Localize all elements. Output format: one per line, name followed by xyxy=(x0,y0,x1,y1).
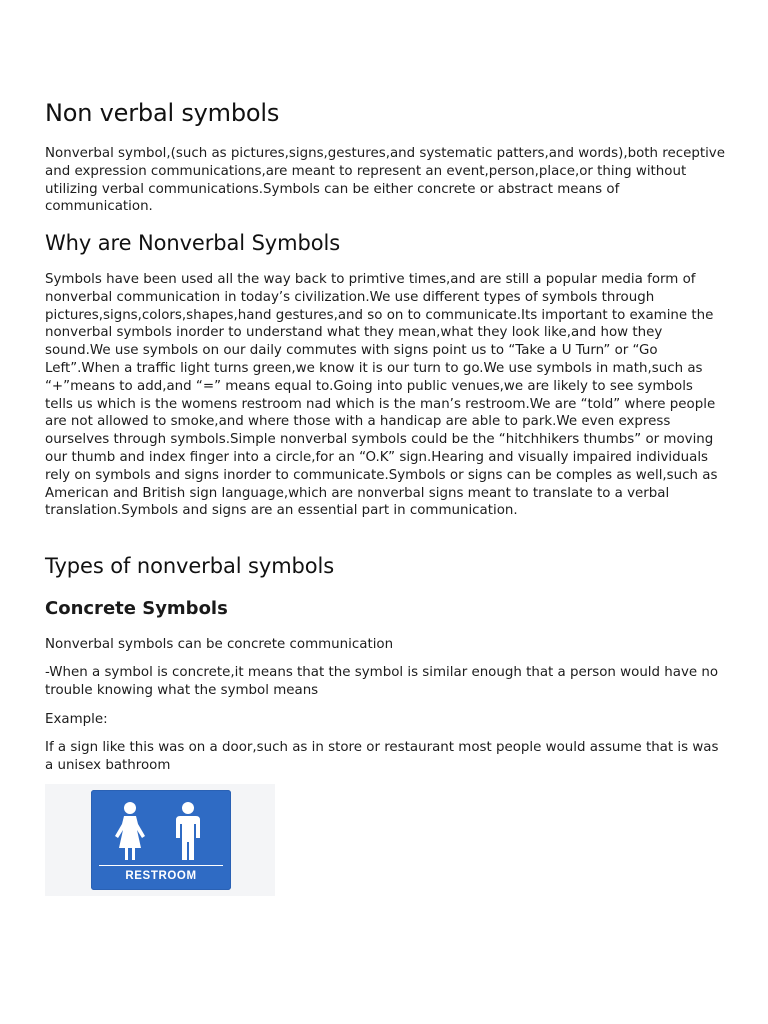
sign-divider xyxy=(99,865,223,866)
restroom-sign xyxy=(91,790,231,890)
sign-caption: If a sign like this was on a door,such as in store or restaurant most people would assume that is was a unisex bathroom xyxy=(45,740,719,773)
example-label: Example: xyxy=(45,712,108,727)
woman-icon xyxy=(115,802,145,860)
man-icon xyxy=(176,802,200,860)
page-title: Non verbal symbols xyxy=(45,99,280,127)
concrete-paragraph-2: -When a symbol is concrete,it means that the symbol is similar enough that a person would have no trouble knowing what the symbol means xyxy=(45,665,719,698)
why-paragraph: Symbols have been used all the way back to primtive times,and are still a popular media form of nonverbal communication in today’s civilization.We use different types of symbols through pictures,signs,colors,shapes,hand gestures,and so on to communicate.Its important to examine the nonverbal symbols inorder to understand what they mean,what they look like,and how they sound.We use symbols on our daily commutes with signs point us to “Take a U Turn” or “Go Left”.When a traffic light turns green,we know it is our turn to go.We use symbols in math,such as “+”means to add,and “=” means equal to.Going into public venues,we are likely to see symbols tells us which is the womens restroom nad which is the man’s restroom.We are “told” where people are not allowed to smoke,and where those with a handicap are able to park.We even express ourselves through symbols.Simple nonverbal symbols could be the “hitchhikers thumbs” or moving our thumb and index finger into a circle,for an “O.K” sign.Hearing and visually impaired individuals rely on symbols and signs inorder to communicate.Symbols or signs can be comples as well,such as American and British sign language,which are nonverbal signs meant to translate to a verbal translation.Symbols and signs are an essential part in communication. xyxy=(45,272,718,519)
why-heading: Why are Nonverbal Symbols xyxy=(45,231,341,255)
concrete-heading: Concrete Symbols xyxy=(45,598,228,619)
restroom-sign-image xyxy=(45,784,275,896)
restroom-sign-label: RESTROOM xyxy=(125,870,197,882)
intro-paragraph: Nonverbal symbol,(such as pictures,signs,gestures,and systematic patters,and words),both receptive and expression communications,are meant to represent an event,person,place,or thing without utilizing verbal communications.Symbols can be either concrete or abstract means of communication. xyxy=(45,146,725,215)
types-heading: Types of nonverbal symbols xyxy=(45,554,335,578)
concrete-paragraph-1: Nonverbal symbols can be concrete communication xyxy=(45,637,394,652)
